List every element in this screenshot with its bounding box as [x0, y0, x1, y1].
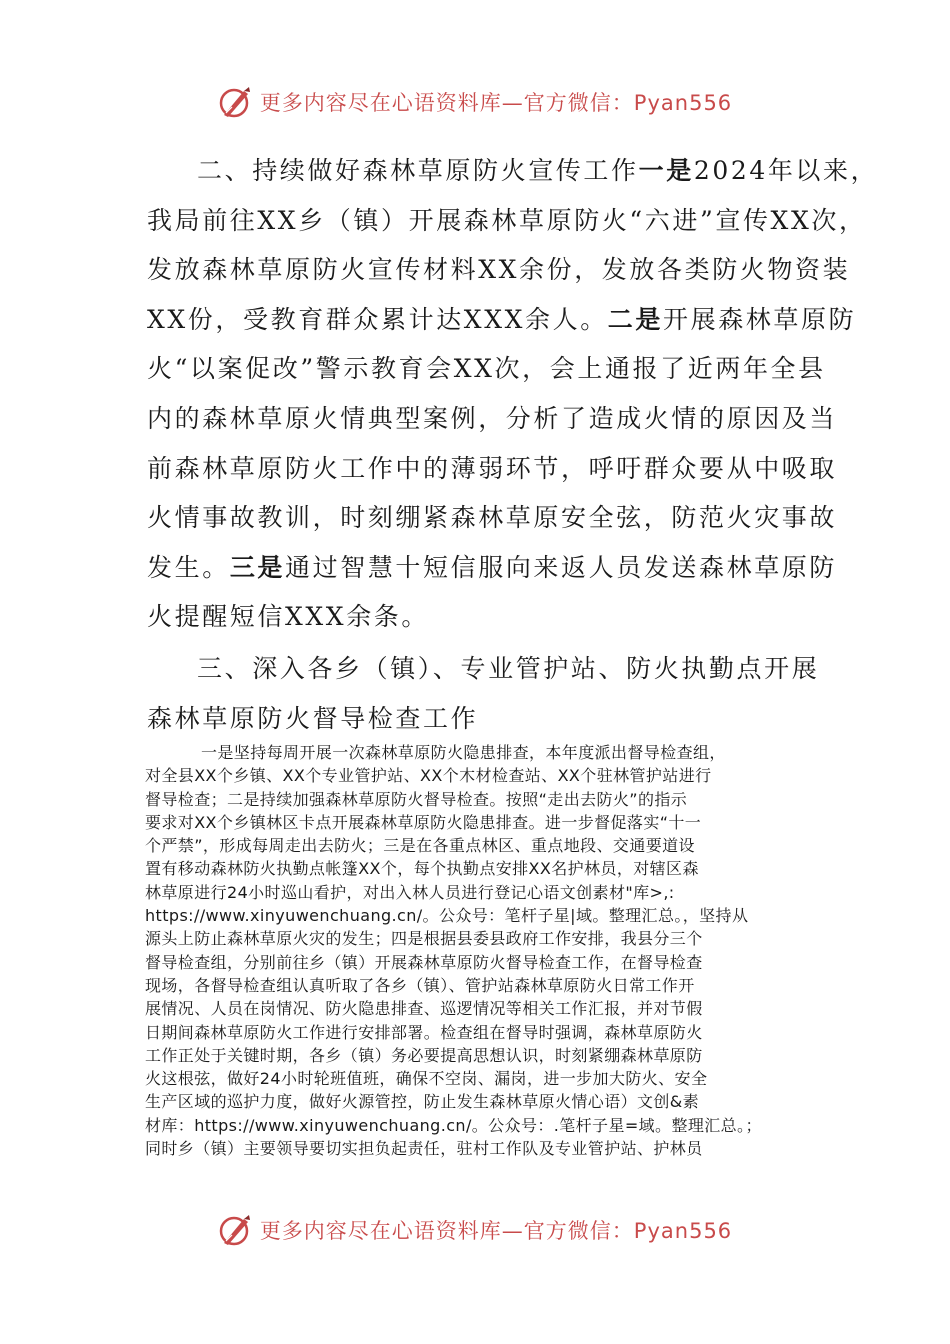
body-line: 材库：https://www.xinyuwenchuang.cn/。公众号：.笔杆子星=域。整理汇总。； — [145, 1115, 762, 1135]
section2-paragraph — [147, 146, 879, 642]
body-line: 源头上防止森林草原火灾的发生；四是根据县委县政府工作安排，我县分三个 — [145, 929, 703, 949]
body-line: 置有移动森林防火执勤点帐篷XX个，每个执勤点安排XX名护林员，对辖区森 — [145, 859, 699, 879]
text-line: 我局前往XX乡（镇）开展森林草原防火“六进”宣传XX次， — [147, 205, 867, 235]
heading-line: 森林草原防火督导检查工作 — [147, 703, 479, 733]
text-line: 火提醒短信XXX余条。 — [147, 602, 429, 632]
body-line: 要求对XX个乡镇林区卡点开展森林草原防火隐患排查。进一步督促落实“十一 — [145, 812, 702, 832]
heading-line: 三、深入各乡（镇）、专业管护站、防火执勤点开展 — [197, 654, 820, 683]
body-line: 一是坚持每周开展一次森林草原防火隐患排查，本年度派出督导检查组， — [201, 743, 726, 762]
body-line: 督导检查组，分别前往乡（镇）开展森林草原防火督导检查工作，在督导检查 — [145, 952, 703, 972]
body-line: 日期间森林草原防火工作进行安排部署。检查组在督导时强调，森林草原防火 — [145, 1022, 703, 1042]
footer-banner-text: 更多内容尽在心语资料库—官方微信：Pyan556 — [259, 1219, 733, 1243]
body-line: 同时乡（镇）主要领导要切实担负起责任，驻村工作队及专业管护站、护林员 — [145, 1139, 703, 1159]
body-line: 工作正处于关键时期，各乡（镇）务必要提高思想认识，时刻紧绷森林草原防 — [145, 1045, 703, 1065]
body-line: 火这根弦，做好24小时轮班值班，确保不空岗、漏岗，进一步加大防火、安全 — [145, 1069, 708, 1089]
body-line: 林草原进行24小时巡山看护，对出入林人员进行登记心语文创素材"库>,: — [145, 882, 675, 902]
section3-heading — [147, 644, 820, 743]
body-line: https://www.xinyuwenchuang.cn/。公众号：笔杆子星|域。整理汇总。，坚持从 — [145, 906, 749, 926]
quill-pen-logo-icon — [218, 85, 252, 119]
text-line: 内的森林草原火情典型案例，分析了造成火情的原因及当 — [147, 403, 838, 433]
text-line: 发生。三是通过智慧十短信服向来返人员发送森林草原防 — [147, 552, 838, 582]
text-line: 前森林草原防火工作中的薄弱环节，呼吁群众要从中吸取 — [147, 453, 838, 483]
body-line: 生产区域的巡护力度，做好火源管控，防止发生森林草原火情心语）文创&素 — [145, 1092, 700, 1112]
text-line: 火情事故教训，时刻绷紧森林草原安全弦，防范火灾事故 — [147, 503, 838, 533]
body-paragraph — [145, 741, 810, 1160]
text-line: XX份，受教育群众累计达XXX余人。二是开展森林草原防 — [147, 304, 857, 334]
header-banner-text: 更多内容尽在心语资料库—官方微信：Pyan556 — [259, 91, 733, 115]
body-line: 现场，各督导检查组认真听取了各乡（镇）、管护站森林草原防火日常工作开 — [145, 975, 695, 995]
text-line: 二、持续做好森林草原防火宣传工作一是2024年以来， — [197, 156, 879, 185]
body-line: 展情况、人员在岗情况、防火隐患排查、巡逻情况等相关工作汇报，并对节假 — [145, 999, 703, 1019]
header-banner — [0, 82, 950, 122]
body-line: 个严禁”，形成每周走出去防火；三是在各重点林区、重点地段、交通要道设 — [145, 836, 695, 856]
body-line: 督导检查；二是持续加强森林草原防火督导检查。按照“走出去防火”的指示 — [145, 789, 688, 809]
text-line: 发放森林草原防火宣传材料XX余份，发放各类防火物资装 — [147, 255, 851, 285]
footer-banner — [0, 1210, 950, 1250]
body-line: 对全县XX个乡镇、XX个专业管护站、XX个木材检查站、XX个驻林管护站进行 — [145, 766, 712, 786]
quill-pen-logo-icon — [218, 1213, 252, 1247]
text-line: 火“以案促改”警示教育会XX次，会上通报了近两年全县 — [147, 354, 826, 384]
